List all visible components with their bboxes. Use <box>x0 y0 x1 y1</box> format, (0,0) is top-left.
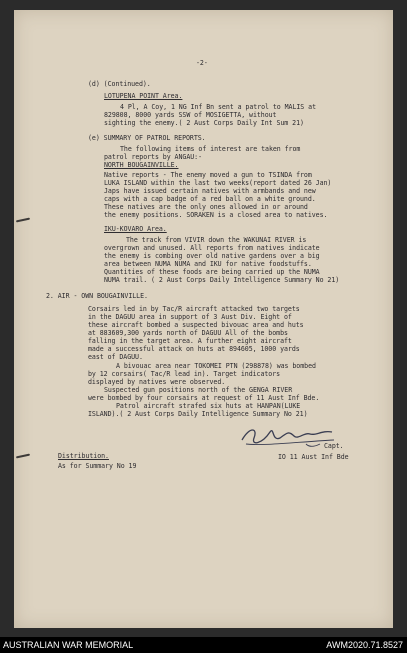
summary-heading: (e) SUMMARY OF PATROL REPORTS. <box>88 134 206 142</box>
north-line: caps with a cap badge of a red ball on a white ground. <box>104 195 316 203</box>
air-line: ISLAND).( 2 Aust Corps Daily Intelligence Summary No 21) <box>88 410 308 418</box>
air-line: Patrol aircraft strafed six huts at HANPAN(LUKE <box>116 402 301 410</box>
footer-accession: AWM2020.71.8527 <box>326 640 403 650</box>
iku-line: the enemy is combing over old native gardens over a big <box>104 252 320 260</box>
air-line: Corsairs led in by Tac/R aircraft attacked two targets <box>88 305 300 313</box>
air-line: displayed by natives were observed. <box>88 378 226 386</box>
north-heading: NORTH BOUGAINVILLE. <box>104 161 179 169</box>
distribution-heading: Distribution. <box>58 452 109 460</box>
air-line: in the DAGUU area in support of 3 Aust Div. Eight of <box>88 313 292 321</box>
air-line: Suspected gun positions north of the GENGA RIVER <box>104 386 293 394</box>
summary-intro-line: patrol reports by ANGAU:- <box>104 153 202 161</box>
air-heading: 2. AIR - OWN BOUGAINVILLE. <box>46 292 148 300</box>
archive-footer <box>0 637 407 653</box>
air-line: falling in the target area. A further eight aircraft <box>88 337 292 345</box>
north-line: These natives are the only ones allowed in or around <box>104 203 308 211</box>
north-line: the enemy positions. SORAKEN is a closed area to natives. <box>104 211 328 219</box>
page-number: -2- <box>196 59 208 67</box>
lotupena-heading: LOTUPENA POINT Area. <box>104 92 183 100</box>
section-continued: (d) (Continued). <box>88 80 151 88</box>
air-line: east of DAGUU. <box>88 353 143 361</box>
distribution-body: As for Summary No 19 <box>58 462 137 470</box>
signature-unit: IO 11 Aust Inf Bde <box>278 453 349 461</box>
lotupena-line: 4 Pl, A Coy, 1 NG Inf Bn sent a patrol to MALIS at <box>120 103 316 111</box>
lotupena-line: 829808, 8000 yards SSW of MOSIGETTA, without <box>104 111 277 119</box>
air-line: made a successful attack on huts at 894605, 1000 yards <box>88 345 300 353</box>
iku-line: area between NUMA NUMA and IKU for native foodstuffs. <box>104 260 312 268</box>
air-line: these aircraft bombed a suspected bivouac area and huts <box>88 321 304 329</box>
air-line: were bombed by four corsairs at request of 11 Aust Inf Bde. <box>88 394 320 402</box>
north-line: Japs have issued certain natives with armbands and new <box>104 187 316 195</box>
lotupena-line: sighting the enemy.( 2 Aust Corps Daily Int Sum 21) <box>104 119 304 127</box>
air-line: at 883609,300 yards north of DAGUU All of the bombs <box>88 329 288 337</box>
north-line: Native reports - The enemy moved a gun to TSINDA from <box>104 171 312 179</box>
iku-line: NUMA trail. ( 2 Aust Corps Daily Intelligence Summary No 21) <box>104 276 340 284</box>
document-page <box>14 10 393 628</box>
summary-intro-line: The following items of interest are taken from <box>120 145 301 153</box>
iku-line: Quantities of these foods are being carried up the NUMA <box>104 268 320 276</box>
north-line: LUKA ISLAND within the last two weeks(report dated 26 Jan) <box>104 179 332 187</box>
iku-heading: IKU-KOVARO Area. <box>104 225 167 233</box>
footer-source: AUSTRALIAN WAR MEMORIAL <box>3 640 134 650</box>
signature-rank: Capt. <box>324 442 344 450</box>
iku-line: overgrown and unused. All reports from natives indicate <box>104 244 320 252</box>
air-line: by 12 corsairs( Tac/R lead in). Target indicators <box>88 370 281 378</box>
iku-line: The track from VIVIR down the WAKUNAI RIVER is <box>126 236 307 244</box>
air-line: A bivouac area near TOKOMEI PTN (298878) was bombed <box>116 362 316 370</box>
